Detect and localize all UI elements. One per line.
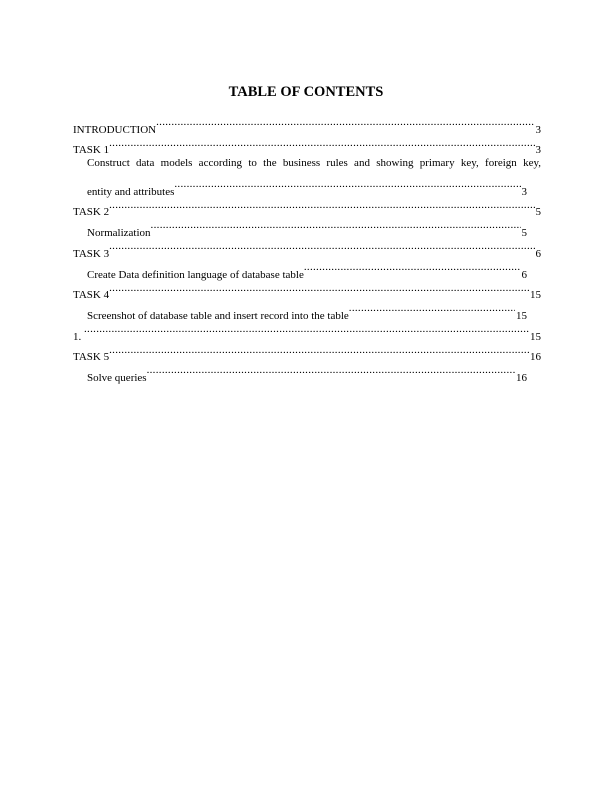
toc-entry-text: TASK 1: [73, 144, 110, 157]
toc-page-number: 6: [521, 268, 527, 281]
toc-title: TABLE OF CONTENTS: [228, 84, 384, 100]
toc-entry-screenshot[interactable]: [87, 298, 527, 322]
dot-leader: [349, 298, 515, 319]
table-of-contents: [73, 112, 541, 384]
dot-leader: [147, 360, 515, 381]
toc-entry-text: Solve queries: [87, 371, 147, 384]
toc-entry-text: 1.: [73, 330, 84, 343]
dot-leader: [304, 257, 521, 278]
toc-entry-text: TASK 5: [73, 351, 110, 364]
toc-entry-text-line2: entity and attributes: [87, 185, 175, 198]
toc-entry-create-ddl[interactable]: [87, 257, 527, 281]
toc-entry-text: Screenshot of database table and insert record into the table: [87, 309, 349, 322]
toc-entry-construct-data-models[interactable]: [73, 153, 541, 198]
toc-entry-text-line1: Construct data models according to the business rules and showing primary key, foreign key,: [87, 157, 541, 170]
toc-page-number: 3: [535, 123, 541, 136]
toc-entry-text: TASK 4: [73, 289, 110, 302]
toc-page-number: 16: [530, 351, 541, 364]
dot-leader: [174, 174, 520, 195]
toc-entry-text: TASK 3: [73, 247, 110, 260]
toc-entry-introduction[interactable]: [73, 112, 541, 136]
toc-entry-solve-queries[interactable]: [87, 360, 527, 384]
dot-leader: [109, 133, 534, 154]
toc-entry-task1[interactable]: [73, 133, 541, 157]
toc-entry-1[interactable]: [73, 319, 541, 343]
toc-page-number: 5: [521, 227, 527, 240]
dot-leader: [109, 195, 534, 216]
toc-page-number: 3: [535, 144, 541, 157]
dot-leader: [156, 112, 534, 133]
toc-page-number: 15: [530, 330, 541, 343]
toc-page-number: 3: [521, 185, 527, 198]
toc-entry-task4[interactable]: [73, 278, 541, 302]
dot-leader: [151, 215, 521, 236]
toc-entry-text: INTRODUCTION: [73, 123, 157, 136]
dot-leader: [109, 340, 529, 361]
dot-leader: [109, 278, 529, 299]
dot-leader: [84, 319, 529, 340]
toc-page-number: 16: [516, 371, 527, 384]
dot-leader: [109, 236, 534, 257]
toc-page-number: 6: [535, 247, 541, 260]
toc-page-number: 15: [530, 289, 541, 302]
toc-page-number: 15: [516, 309, 527, 322]
toc-entry-text: TASK 2: [73, 206, 110, 219]
toc-page-number: 5: [535, 206, 541, 219]
toc-entry-task5[interactable]: [73, 340, 541, 364]
toc-entry-text: Create Data definition language of database table: [87, 268, 304, 281]
toc-entry-text: Normalization: [87, 227, 151, 240]
toc-entry-task3[interactable]: [73, 236, 541, 260]
toc-entry-normalization[interactable]: [87, 215, 527, 240]
toc-entry-task2[interactable]: [73, 195, 541, 219]
